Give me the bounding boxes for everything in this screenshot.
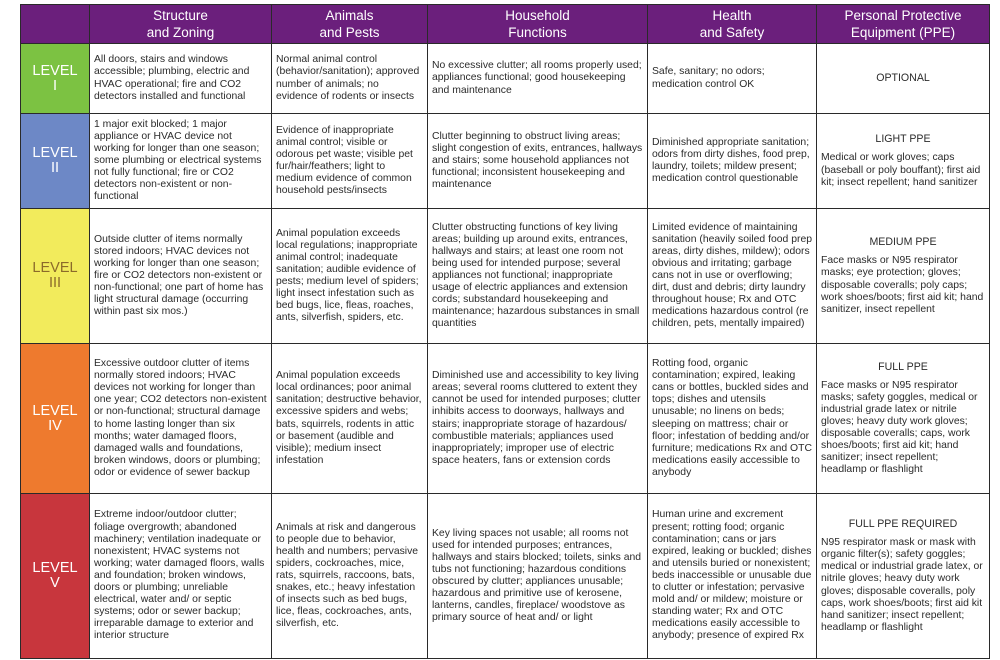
header-household: Household Functions <box>428 5 648 44</box>
household-cell: Clutter beginning to obstruct living areas; slight congestion of exits, entrances, hallways and stairs; some household appliances not functional; inconsistent housekeeping and maintenance <box>428 114 648 209</box>
ppe-description: Face masks or N95 respirator masks; eye protection; gloves; disposable coveralls; poly caps; work shoes/boots; first aid kit; hand sanitizer, insect repellent <box>821 255 984 315</box>
table-row <box>21 494 990 659</box>
ppe-level-title: MEDIUM PPE <box>869 236 937 249</box>
header-structure: Structure and Zoning <box>90 5 272 44</box>
animals-cell: Animal population exceeds local ordinances; poor animal sanitation; destructive behavior, excessive spiders and webs; bats, squirrels, rodents in attic or basement (audible and visible); medium insect infestation <box>272 344 428 494</box>
table-row <box>21 209 990 344</box>
header-row <box>21 5 990 44</box>
ppe-cell <box>817 114 990 209</box>
ppe-level-title: FULL PPE <box>878 360 928 373</box>
health-cell: Diminished appropriate sanitation; odors from dirty dishes, food prep, laundry, toilets; mildew present; medication control questionable <box>648 114 817 209</box>
health-cell: Human urine and excrement present; rotting food; organic contamination; cans or jars expired, leaking or buckled; dishes and utensils buried or nonexistent; beds inaccessible or unusable due to clutter or infestation; pervasive mold and/ or mildew; moisture or standing water; Rx and OTC medications easily accessible to anybody; presence of expired Rx <box>648 494 817 659</box>
ppe-cell <box>817 344 990 494</box>
ppe-level-title: LIGHT PPE <box>875 133 931 146</box>
ppe-description: Medical or work gloves; caps (baseball or poly bouffant); first aid kit; insect repellent; hand sanitizer <box>821 152 981 188</box>
ppe-level-title: FULL PPE REQUIRED <box>848 518 958 531</box>
animals-cell: Animals at risk and dangerous to people due to behavior, health and numbers; pervasive spiders, cockroaches, mice, rats, squirrels, raccoons, bats, snakes, etc.; heavy infestation of insects such as bed bugs, lice, fleas, cockroaches, ants, silverfish, etc. <box>272 494 428 659</box>
ppe-level-title: OPTIONAL <box>876 72 930 85</box>
level-cell: LEVEL II <box>21 114 90 209</box>
household-cell: Clutter obstructing functions of key living areas; building up around exits, entrances, hallways and stairs; at least one room not being used for intended purpose; several appliances not functional; inappropriate usage of electric appliances and extension cords; substandard housekeeping and maintenance; hazardous substances in small quantities <box>428 209 648 344</box>
table-row <box>21 44 990 114</box>
structure-cell: Extreme indoor/outdoor clutter; foliage overgrowth; abandoned machinery; ventilation inadequate or nonexistent; HVAC systems not working; water damaged floors, walls and foundation; broken windows, doors or plumbing; unreliable electrical, water and/ or septic systems; odor or sewer backup; irreparable damage to exterior and interior structure <box>90 494 272 659</box>
health-cell: Safe, sanitary; no odors; medication control OK <box>648 44 817 114</box>
table-row <box>21 114 990 209</box>
structure-cell: Excessive outdoor clutter of items normally stored indoors; HVAC devices not working for longer than one year; CO2 detectors non-existent or non-functional; structural damage to home lasting longer than six months; water damaged floors, damaged walls and foundations, broken windows, doors or plumbing; odor or evidence of sewer backup <box>90 344 272 494</box>
ppe-description: N95 respirator mask or mask with organic filter(s); safety goggles; medical or industrial grade latex, or nitrile gloves; heavy duty work gloves; disposable coveralls, poly caps, work shoes/boots; first aid kit hand sanitizer; insect repellent; headlamp or flashlight <box>821 537 983 633</box>
structure-cell: 1 major exit blocked; 1 major appliance or HVAC device not working for longer than one season; some plumbing or electrical systems not fully functional; fire or CO2 detectors non-existent or non-functional <box>90 114 272 209</box>
level-cell: LEVEL V <box>21 494 90 659</box>
level-cell: LEVEL III <box>21 209 90 344</box>
household-cell: Key living spaces not usable; all rooms not used for intended purposes; entrances, hallways and stairs blocked; toilets, sinks and tubs not functioning; hazardous conditions obscured by clutter; appliances unusable; hazardous and primitive use of kerosene, lanterns, candles, fireplace/ woodstove as primary source of heat and/ or light <box>428 494 648 659</box>
structure-cell: All doors, stairs and windows accessible; plumbing, electric and HVAC operational; fire and CO2 detectors installed and functional <box>90 44 272 114</box>
health-cell: Limited evidence of maintaining sanitation (heavily soiled food prep areas, dirty dishes, mildew); odors obvious and irritating; garbage cans not in use or overflowing; dirt, dust and debris; dirty laundry throughout house; Rx and OTC medications hazardous control (re children, pets, mentally impaired) <box>648 209 817 344</box>
health-cell: Rotting food, organic contamination; expired, leaking cans or bottles, buckled sides and tops; dishes and utensils unusable; no linens on beds; sleeping on mattress; chair or floor; infestation of bedding and/or furniture; medications Rx and OTC medications easily accessible to anybody <box>648 344 817 494</box>
level-cell: LEVEL IV <box>21 344 90 494</box>
household-cell: Diminished use and accessibility to key living areas; several rooms cluttered to extent they cannot be used for intended purposes; clutter inhibits access to doorways, hallways and stairs; inappropriate storage of hazardous/ combustible materials; appliances used inappropriately; improper use of electric space heaters, fans or extension cords <box>428 344 648 494</box>
header-animals: Animals and Pests <box>272 5 428 44</box>
ppe-cell <box>817 494 990 659</box>
table-row <box>21 344 990 494</box>
header-health: Health and Safety <box>648 5 817 44</box>
ppe-cell <box>817 209 990 344</box>
household-cell: No excessive clutter; all rooms properly used; appliances functional; good housekeeping and maintenance <box>428 44 648 114</box>
header-ppe: Personal Protective Equipment (PPE) <box>817 5 990 44</box>
ppe-description: Face masks or N95 respirator masks; safety goggles, medical or industrial grade latex or nitrile gloves; heavy duty work gloves; disposable coveralls; caps, work shoes/boots; first aid kit; hand sanitizer; insect repellent; headlamp or flashlight <box>821 379 978 476</box>
ppe-cell <box>817 44 990 114</box>
animals-cell: Animal population exceeds local regulations; inappropriate animal control; inadequate sanitation; audible evidence of pests; medium level of spiders; light insect infestation such as bed bugs, lice, fleas, roaches, ants, silverfish, spiders, etc. <box>272 209 428 344</box>
level-cell: LEVEL I <box>21 44 90 114</box>
animals-cell: Normal animal control (behavior/sanitation); approved number of animals; no evidence of rodents or insects <box>272 44 428 114</box>
clutter-level-table <box>20 4 990 659</box>
structure-cell: Outside clutter of items normally stored indoors; HVAC devices not working for longer than one season; fire or CO2 detectors non-existent or non-functional; one part of home has light structural damage (occurring within past six mos.) <box>90 209 272 344</box>
animals-cell: Evidence of inappropriate animal control; visible or odorous pet waste; visible pet fur/hair/feathers; light to medium evidence of common household pests/insects <box>272 114 428 209</box>
header-level <box>21 5 90 44</box>
